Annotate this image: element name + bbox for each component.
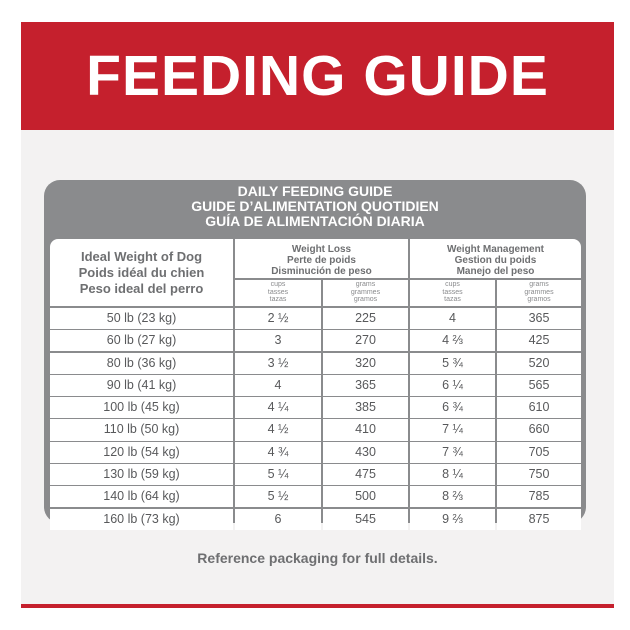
mgmt-cups-cell: 6 ¾ [410, 397, 495, 418]
loss-cups-cell: 6 [235, 509, 321, 530]
mgmt-grams-cell: 610 [497, 397, 581, 418]
grams-label-es: gramos [353, 296, 378, 303]
weight-cell: 140 lb (64 kg) [50, 486, 233, 507]
footnote: Reference packaging for full details. [197, 550, 438, 566]
loss-cups-cell: 4 [235, 375, 321, 396]
weight-cell: 90 lb (41 kg) [50, 375, 233, 396]
feeding-guide-card [21, 22, 614, 608]
mgmt-cups-cell: 7 ¾ [410, 442, 495, 463]
table-title-en: DAILY FEEDING GUIDE [237, 183, 393, 199]
table-row [50, 442, 581, 463]
table-row [50, 419, 581, 440]
weight-cell: 120 lb (54 kg) [50, 442, 233, 463]
mgmt-grams-cell: 425 [497, 330, 581, 351]
mgmt-cups-subheader [410, 281, 495, 304]
table-title-fr: GUIDE D’ALIMENTATION QUOTIDIEN [191, 198, 439, 214]
mgmt-cups-cell: 7 ¼ [410, 419, 495, 440]
loss-cups-cell: 5 ¼ [235, 464, 321, 485]
weight-loss-fr: Perte de poids [287, 255, 356, 266]
cups-label-es: tazas [269, 296, 287, 303]
banner-title: FEEDING GUIDE [86, 44, 549, 108]
loss-grams-cell: 500 [323, 486, 408, 507]
weight-header-fr: Poids idéal du chien [78, 265, 205, 280]
weight-management-es: Manejo del peso [456, 266, 535, 277]
loss-cups-cell: 5 ½ [235, 486, 321, 507]
grams-label-en: grams [355, 281, 376, 288]
cups-label-en: cups [270, 281, 286, 288]
weight-header-en: Ideal Weight of Dog [80, 249, 203, 264]
banner [21, 22, 614, 130]
mgmt-grams-subheader [497, 281, 581, 304]
mgmt-cups-cell: 4 ⅔ [410, 330, 495, 351]
weight-header-es: Peso ideal del perro [79, 281, 204, 296]
grams-label-en: grams [529, 281, 549, 288]
table-row [50, 375, 581, 396]
cups-label-fr: tasses [267, 288, 289, 296]
mgmt-grams-cell: 785 [497, 486, 581, 507]
loss-grams-cell: 320 [323, 353, 408, 374]
table-row [50, 330, 581, 351]
bottom-stripe [21, 604, 614, 608]
loss-grams-cell: 365 [323, 375, 408, 396]
weight-loss-header [235, 244, 408, 277]
loss-cups-cell: 3 ½ [235, 353, 321, 374]
grams-label-es: gramos [527, 296, 551, 303]
table-body [50, 308, 581, 531]
weight-management-fr: Gestion du poids [454, 255, 537, 266]
weight-loss-es: Disminución de peso [271, 266, 372, 277]
weight-cell: 50 lb (23 kg) [50, 308, 233, 329]
weight-cell: 100 lb (45 kg) [50, 397, 233, 418]
mgmt-grams-cell: 660 [497, 419, 581, 440]
loss-grams-cell: 410 [323, 419, 408, 440]
grams-label-fr: grammes [350, 288, 381, 296]
weight-cell: 80 lb (36 kg) [50, 353, 233, 374]
mgmt-cups-cell: 4 [410, 308, 495, 329]
feeding-table [44, 180, 586, 526]
weight-loss-en: Weight Loss [291, 244, 352, 255]
loss-grams-cell: 475 [323, 464, 408, 485]
loss-grams-cell: 545 [323, 509, 408, 530]
loss-grams-cell: 270 [323, 330, 408, 351]
mgmt-grams-cell: 565 [497, 375, 581, 396]
table-row [50, 509, 581, 530]
loss-cups-cell: 4 ¼ [235, 397, 321, 418]
mgmt-cups-cell: 5 ¾ [410, 353, 495, 374]
loss-cups-cell: 2 ½ [235, 308, 321, 329]
cups-label-es: tazas [444, 296, 461, 303]
weight-cell: 130 lb (59 kg) [50, 464, 233, 485]
loss-grams-subheader [323, 281, 408, 304]
mgmt-grams-cell: 705 [497, 442, 581, 463]
table-row [50, 397, 581, 418]
loss-cups-cell: 4 ½ [235, 419, 321, 440]
weight-management-en: Weight Management [446, 244, 545, 255]
table-row [50, 486, 581, 507]
mgmt-grams-cell: 875 [497, 509, 581, 530]
mgmt-grams-cell: 750 [497, 464, 581, 485]
loss-cups-cell: 4 ¾ [235, 442, 321, 463]
loss-cups-cell: 3 [235, 330, 321, 351]
cups-label-en: cups [445, 281, 460, 288]
loss-cups-subheader [235, 281, 321, 304]
table-row [50, 464, 581, 485]
weight-cell: 160 lb (73 kg) [50, 509, 233, 530]
table-row [50, 353, 581, 374]
loss-grams-cell: 225 [323, 308, 408, 329]
mgmt-cups-cell: 6 ¼ [410, 375, 495, 396]
table-row [50, 308, 581, 329]
loss-grams-cell: 430 [323, 442, 408, 463]
loss-grams-cell: 385 [323, 397, 408, 418]
weight-cell: 110 lb (50 kg) [50, 419, 233, 440]
cups-label-fr: tasses [442, 288, 463, 296]
grams-label-fr: grammes [524, 288, 554, 296]
mgmt-grams-cell: 365 [497, 308, 581, 329]
weight-management-header [410, 244, 581, 277]
mgmt-cups-cell: 8 ⅔ [410, 486, 495, 507]
table-title-es: GUÍA DE ALIMENTACIÓN DIARIA [205, 213, 425, 229]
table-title [44, 184, 586, 229]
mgmt-cups-cell: 9 ⅔ [410, 509, 495, 530]
weight-cell: 60 lb (27 kg) [50, 330, 233, 351]
mgmt-grams-cell: 520 [497, 353, 581, 374]
mgmt-cups-cell: 8 ¼ [410, 464, 495, 485]
weight-column-header [50, 249, 233, 297]
